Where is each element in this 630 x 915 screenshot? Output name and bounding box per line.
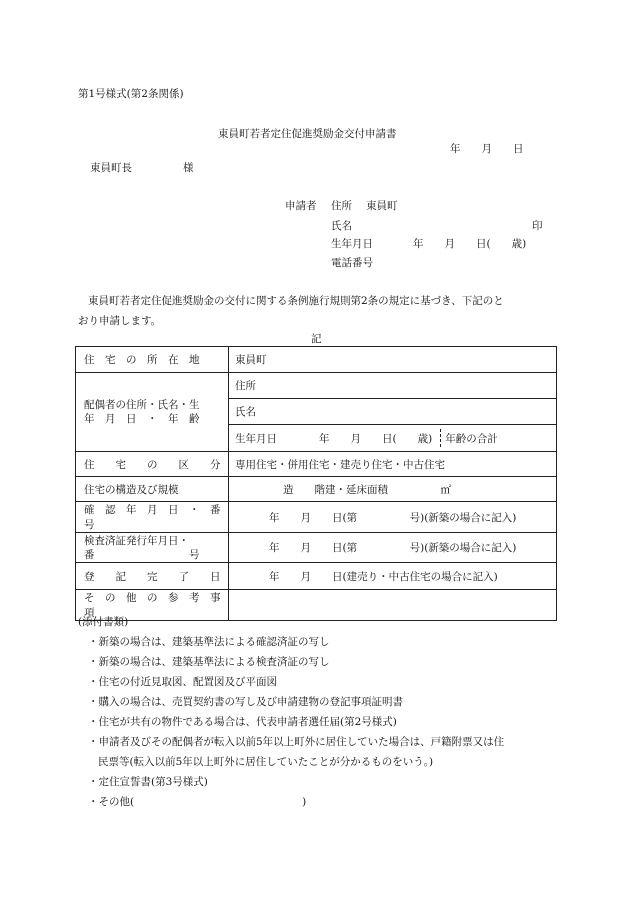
registration-value[interactable]: 年 月 日(建売り・中古住宅の場合に記入) bbox=[229, 563, 557, 590]
applicant-name-label: 氏名 bbox=[331, 220, 352, 232]
spouse-dob-cell[interactable] bbox=[229, 425, 557, 452]
other-label: そ の 他 の 参 考 事 項 bbox=[76, 590, 229, 621]
row-classification bbox=[76, 452, 557, 477]
document-title: 東員町若者定住促進奨励金交付申請書 bbox=[218, 128, 397, 140]
attachments-heading: (添付書類) bbox=[78, 616, 129, 628]
inspection-value[interactable]: 年 月 日(第 号)(新築の場合に記入) bbox=[229, 533, 557, 563]
row-other bbox=[76, 590, 557, 621]
row-confirm bbox=[76, 502, 557, 533]
addressee: 東員町長 bbox=[90, 162, 132, 174]
body-text-line1: 東員町若者定住促進奨励金の交付に関する条例施行規則第2条の規定に基づき、下記のと bbox=[88, 295, 504, 307]
location-label: 住 宅 の 所 在 地 bbox=[76, 347, 229, 373]
dashed-divider bbox=[440, 429, 441, 447]
date-line: 年 月 日 bbox=[450, 143, 524, 155]
applicant-dob-label: 生年月日 bbox=[331, 238, 373, 250]
form-number: 第1号様式(第2条関係) bbox=[78, 88, 184, 100]
spouse-dob: 生年月日 年 月 日( 歳) bbox=[235, 432, 433, 445]
applicant-label: 申請者 bbox=[285, 200, 317, 212]
attachment-item: ・定住宣誓書(第3号様式) bbox=[88, 776, 208, 788]
inspection-label: 検査済証発行年月日・ 番 号 bbox=[76, 533, 229, 563]
attachment-item: ・住宅が共有の物件である場合は、代表申請者選任届(第2号様式) bbox=[88, 716, 397, 728]
applicant-phone-label: 電話番号 bbox=[331, 257, 373, 269]
applicant-address-label: 住所 bbox=[331, 200, 352, 212]
other-value[interactable] bbox=[229, 590, 557, 621]
classification-value[interactable]: 専用住宅・併用住宅・建売り住宅・中古住宅 bbox=[229, 452, 557, 477]
spouse-label: 配偶者の住所・氏名・生 年 月 日 ・ 年 齢 bbox=[76, 373, 229, 452]
row-structure bbox=[76, 477, 557, 502]
row-location bbox=[76, 347, 557, 373]
applicant-address-value: 東員町 bbox=[366, 200, 398, 212]
spouse-name[interactable]: 氏名 bbox=[229, 399, 557, 425]
classification-label: 住 宅 の 区 分 bbox=[76, 452, 229, 477]
attachment-item: ・住宅の付近見取図、配置図及び平面図 bbox=[88, 676, 277, 688]
application-form-table bbox=[75, 346, 557, 621]
structure-value[interactable]: 造 階建・延床面積 ㎡ bbox=[229, 477, 557, 502]
row-inspection bbox=[76, 533, 557, 563]
confirm-value[interactable]: 年 月 日(第 号)(新築の場合に記入) bbox=[229, 502, 557, 533]
structure-label: 住宅の構造及び規模 bbox=[76, 477, 229, 502]
attachment-item: ・購入の場合は、売買契約書の写し及び申請建物の登記事項証明書 bbox=[88, 696, 403, 708]
attachment-item: ・申請者及びその配偶者が転入以前5年以上町外に居住していた場合は、戸籍附票又は住 bbox=[88, 736, 505, 748]
attachment-item-continued: 民票等(転入以前5年以上町外に居住していたことが分かるものをいう。) bbox=[98, 756, 434, 768]
attachment-item: ・新築の場合は、建築基準法による確認済証の写し bbox=[88, 636, 330, 648]
attachments-list bbox=[88, 632, 504, 812]
body-text-line2: おり申請します。 bbox=[78, 315, 162, 327]
applicant-dob-fields: 年 月 日( 歳) bbox=[413, 238, 527, 250]
seal-mark: 印 bbox=[532, 220, 543, 232]
location-value[interactable]: 東員町 bbox=[229, 347, 557, 373]
honorific: 様 bbox=[183, 162, 194, 174]
attachment-item: ・新築の場合は、建築基準法による検査済証の写し bbox=[88, 656, 330, 668]
row-spouse-address bbox=[76, 373, 557, 399]
registration-label: 登 記 完 了 日 bbox=[76, 563, 229, 590]
ki-heading: 記 bbox=[311, 333, 322, 345]
attachment-item: ・その他( ) bbox=[88, 796, 307, 808]
age-total-label: 年齢の合計 bbox=[445, 432, 498, 445]
row-registration bbox=[76, 563, 557, 590]
confirm-label: 確 認 年 月 日 ・ 番 号 bbox=[76, 502, 229, 533]
spouse-address[interactable]: 住所 bbox=[229, 373, 557, 399]
